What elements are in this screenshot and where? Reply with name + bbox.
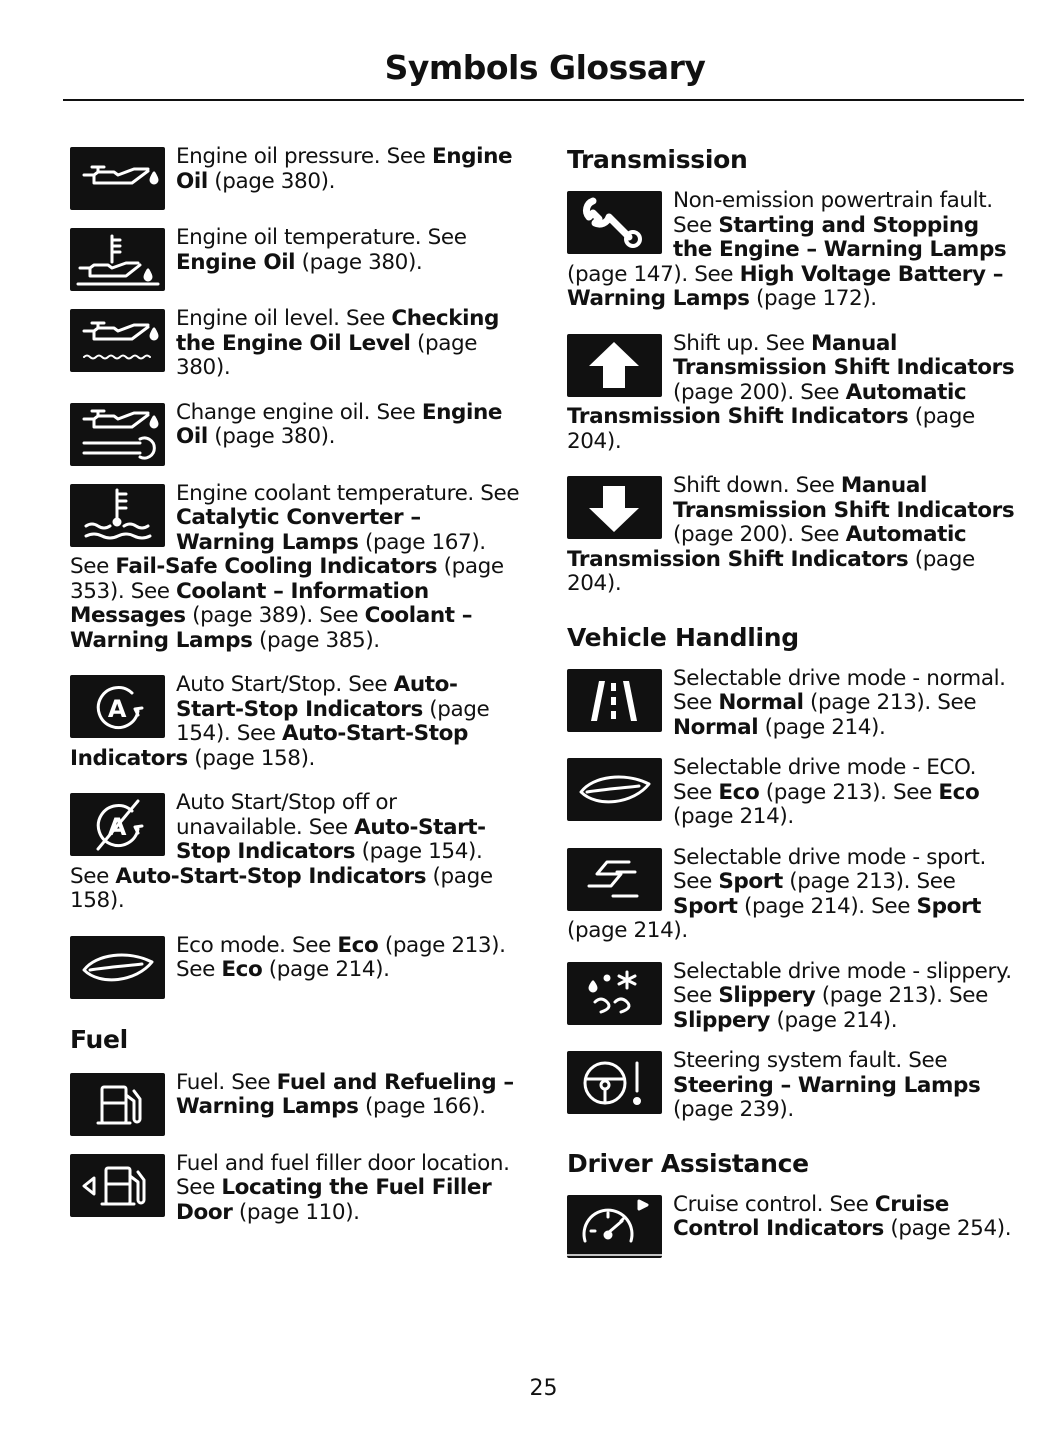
glossary-entry [567,189,1019,312]
entry-text: Selectable drive mode - ECO. See Eco (page 213). See Eco (page 214). [673,756,980,829]
drive-mode-normal-road-icon [567,669,662,732]
section-heading-vehicle-handling: Vehicle Handling [567,622,799,652]
shift-up-arrow-icon [567,334,662,397]
cross-reference: Engine Oil [176,400,503,449]
entry-text: Cruise control. See Cruise Control Indicators (page 254). [673,1192,1012,1241]
cross-reference: Fuel and Refueling – Warning Lamps [176,1070,514,1119]
cross-reference: Coolant – Information Messages [70,578,429,628]
entry-text: Engine oil level. See Checking the Engine Oil Level (page 380). [176,307,499,380]
entry-text: Selectable drive mode - normal. See Normal (page 213). See Normal (page 214). [673,666,1006,740]
entry-text: Auto Start/Stop off or unavailable. See Auto-Start-Stop Indicators (page 154). See Auto-Start-Stop Indicators (page 158). [70,791,493,913]
cross-reference: High Voltage Battery – Warning Lamps [567,261,1004,311]
svg-text:A: A [107,813,127,841]
cross-reference: Eco [938,779,980,805]
glossary-entry [567,960,1019,1034]
cross-reference: Slippery [718,983,816,1008]
cross-reference: Automatic Transmission Shift Indicators [567,379,967,429]
cross-reference: Coolant – Warning Lamps [70,603,473,653]
entry-text: Fuel and fuel filler door location. See Locating the Fuel Filler Door (page 110). [176,1151,510,1225]
entry-text: Engine oil temperature. See Engine Oil (page 380). [176,226,467,275]
cross-reference: Sport [718,869,783,894]
entry-text: Selectable drive mode - sport. See Sport (page 213). See Sport (page 214). See Sport (page 214). [567,845,986,943]
glossary-entry [567,332,1019,455]
left-column [70,145,522,1225]
steering-fault-icon [567,1051,662,1114]
glossary-entry [70,145,522,212]
entry-text: Engine coolant temperature. See Catalytic Converter – Warning Lamps (page 167). See Fail-Safe Cooling Indicators (page 353). See Coolant – Information Messages (page 389). See Coolant – Warning Lamps (page 385). [70,481,520,653]
page-title: Symbols Glossary [384,48,706,87]
cross-reference: Auto-Start-Stop Indicators [115,863,427,889]
auto-start-stop-off-icon [70,793,165,856]
svg-text:A: A [107,695,127,723]
cross-reference: Normal [673,714,759,740]
cross-reference: Eco [221,957,263,982]
engine-oil-temperature-icon [70,228,165,291]
glossary-entry [567,474,1019,597]
cross-reference: Locating the Fuel Filler Door [176,1175,492,1225]
cross-reference: Sport [673,893,738,919]
cross-reference: Auto-Start-Stop Indicators [70,721,468,771]
cross-reference: Eco [337,933,379,958]
cross-reference: Automatic Transmission Shift Indicators [567,522,967,572]
cross-reference: Engine Oil [176,145,513,194]
drive-mode-eco-leaf-icon [567,758,662,821]
cross-reference: Checking the Engine Oil Level [176,307,499,356]
auto-start-stop-icon [70,675,165,738]
cross-reference: Cruise Control Indicators [673,1192,949,1241]
glossary-entry [567,1193,1019,1260]
glossary-entry [567,1049,1019,1123]
fuel-filler-door-location-icon [70,1154,165,1217]
cross-reference: Eco [718,779,760,805]
engine-coolant-temperature-icon [70,484,165,547]
glossary-entry [70,482,522,654]
shift-down-arrow-icon [567,476,662,539]
cross-reference: Auto-Start-Stop Indicators [176,673,458,722]
engine-oil-level-icon [70,309,165,372]
entry-text: Non-emission powertrain fault. See Starting and Stopping the Engine – Warning Lamps (page 147). See High Voltage Battery – Warning Lamps (page 172). [567,189,1007,311]
cross-reference: Steering – Warning Lamps [673,1072,981,1098]
cross-reference: Manual Transmission Shift Indicators [673,474,1015,523]
entry-text: Selectable drive mode - slippery. See Slippery (page 213). See Slippery (page 214). [673,959,1012,1033]
cross-reference: Fail-Safe Cooling Indicators [115,554,438,579]
glossary-entry [70,226,522,293]
glossary-entry [70,1152,522,1226]
glossary-entry [70,934,522,1001]
glossary-entry [70,791,522,914]
entry-text: Auto Start/Stop. See Auto-Start-Stop Indicators (page 154). See Auto-Start-Stop Indicators (page 158). [70,673,490,771]
wrench-icon [567,191,662,254]
glossary-entry [567,667,1019,741]
glossary-entry [70,1071,522,1138]
title-divider [63,99,1024,101]
change-engine-oil-icon [70,403,165,466]
section-heading-driver-assistance: Driver Assistance [567,1148,809,1178]
cross-reference: Catalytic Converter – Warning Lamps [176,505,421,555]
cruise-control-icon [567,1195,662,1258]
cross-reference: Auto-Start-Stop Indicators [176,814,486,864]
page-number: 25 [529,1376,558,1401]
entry-text: Shift up. See Manual Transmission Shift Indicators (page 200). See Automatic Transmission Shift Indicators (page 204). [567,331,1015,454]
entry-text: Fuel. See Fuel and Refueling – Warning Lamps (page 166). [176,1070,514,1119]
entry-text: Eco mode. See Eco (page 213). See Eco (page 214). [176,933,506,982]
glossary-entry [70,401,522,468]
engine-oil-pressure-icon [70,147,165,210]
glossary-entry [70,307,522,381]
drive-mode-slippery-icon [567,962,662,1025]
glossary-entry [567,846,1019,944]
glossary-entry [567,756,1019,830]
section-heading-fuel: Fuel [70,1024,128,1054]
entry-text: Steering system fault. See Steering – Warning Lamps (page 239). [673,1049,981,1122]
cross-reference: Normal [718,690,804,715]
drive-mode-sport-icon [567,848,662,911]
cross-reference: Engine Oil [176,249,296,275]
right-column [567,145,1019,1260]
entry-text: Engine oil pressure. See Engine Oil (page 380). [176,145,513,194]
glossary-entry [70,673,522,771]
entry-text: Shift down. See Manual Transmission Shift Indicators (page 200). See Automatic Transmission Shift Indicators (page 204). [567,474,1015,596]
entry-text: Change engine oil. See Engine Oil (page 380). [176,400,503,449]
eco-mode-leaf-icon [70,936,165,999]
fuel-pump-icon [70,1073,165,1136]
cross-reference: Slippery [673,1007,771,1033]
section-heading-transmission: Transmission [567,145,748,174]
cross-reference: Sport [916,893,982,919]
cross-reference: Manual Transmission Shift Indicators [673,331,1015,380]
cross-reference: Starting and Stopping the Engine – Warning Lamps [673,212,1007,262]
